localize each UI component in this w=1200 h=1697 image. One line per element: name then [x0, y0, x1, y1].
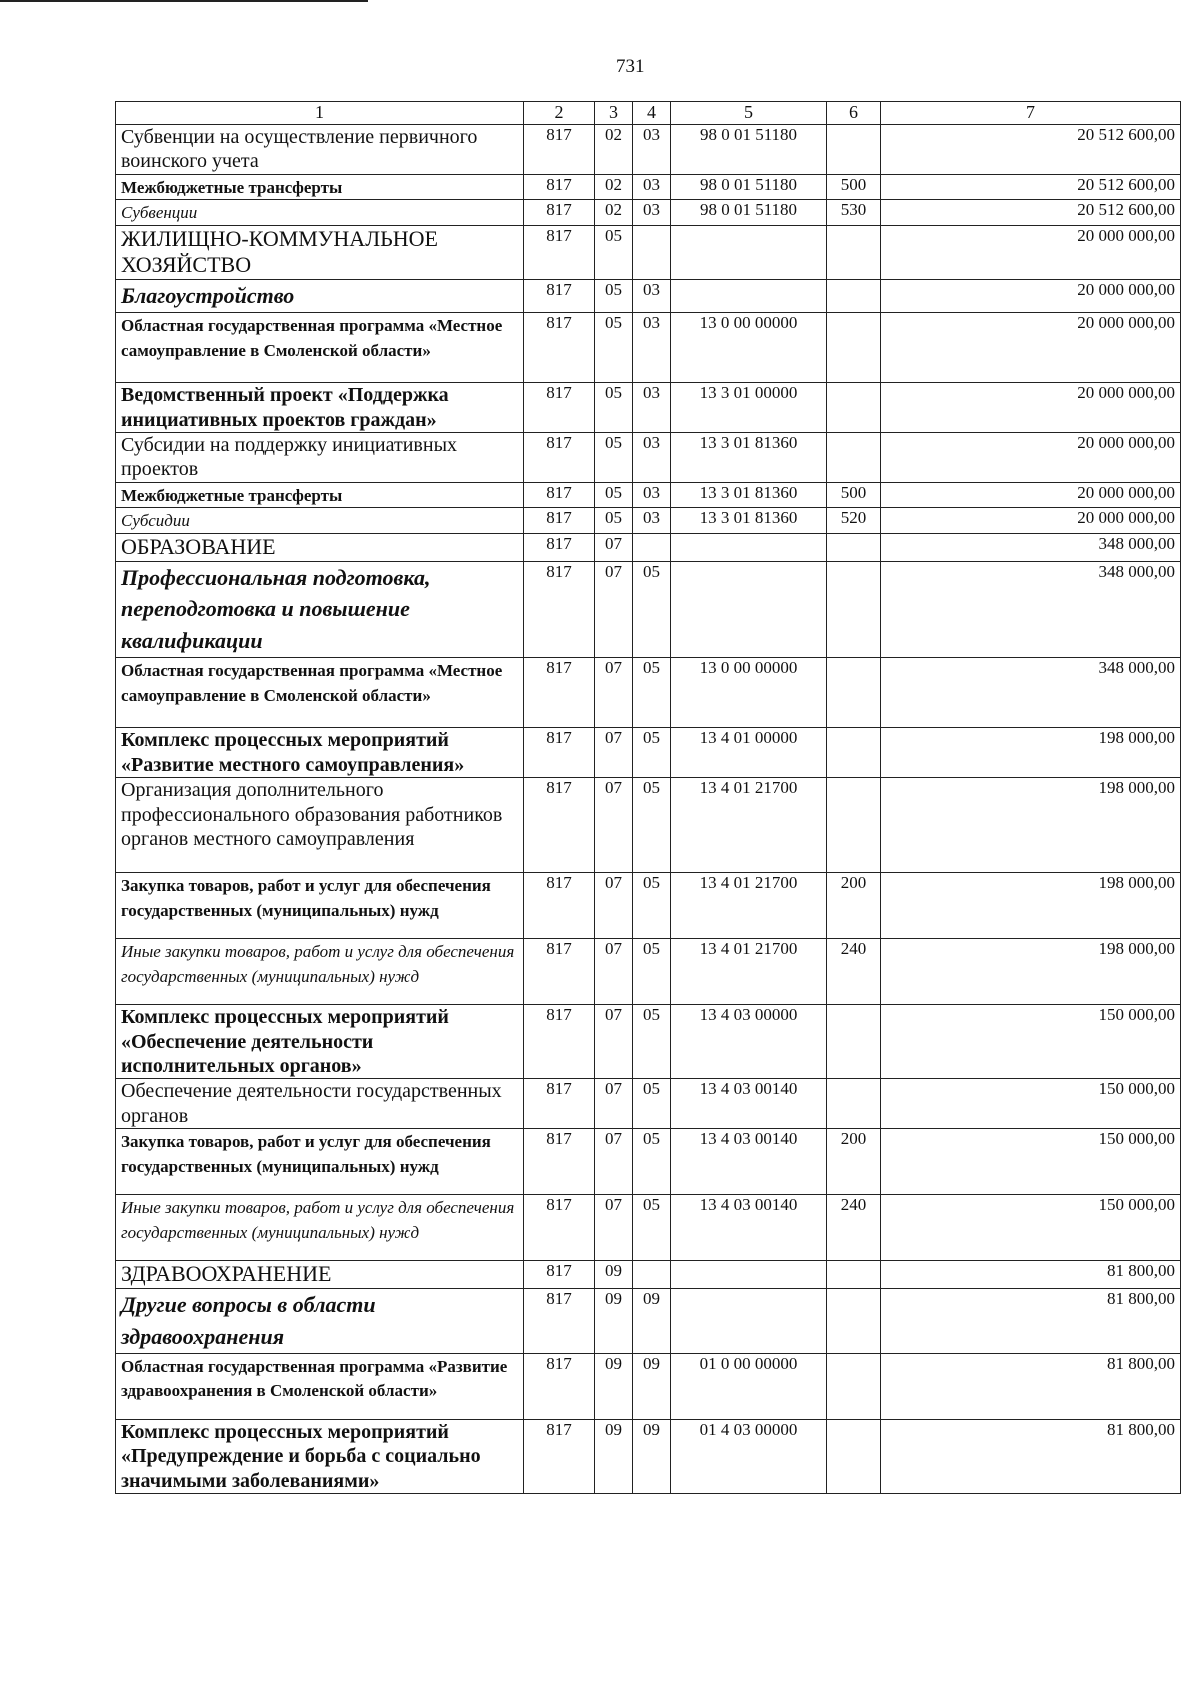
cell-expense-type — [827, 658, 881, 728]
cell-target-article: 13 4 01 21700 — [671, 778, 827, 873]
cell-expense-type — [827, 1288, 881, 1353]
row-name-text: Областная государственная программа «Развитие здравоохранения в Смоленской области» — [121, 1356, 508, 1401]
cell-subsection: 05 — [633, 1079, 671, 1129]
col-header-7: 7 — [881, 102, 1181, 125]
cell-name — [116, 200, 524, 225]
top-border-line — [0, 0, 368, 2]
cell-name — [116, 1195, 524, 1261]
cell-section: 07 — [595, 1079, 633, 1129]
cell-name — [116, 225, 524, 280]
row-name-text: Иные закупки товаров, работ и услуг для обеспечения государственных (муниципальных) нужд — [121, 942, 515, 986]
cell-section: 07 — [595, 939, 633, 1005]
cell-amount: 150 000,00 — [881, 1195, 1181, 1261]
cell-target-article — [671, 533, 827, 561]
cell-name — [116, 658, 524, 728]
cell-name — [116, 728, 524, 778]
cell-target-article: 13 4 01 21700 — [671, 939, 827, 1005]
cell-name — [116, 1079, 524, 1129]
table-row — [116, 778, 1181, 873]
cell-name — [116, 280, 524, 313]
cell-amount: 198 000,00 — [881, 873, 1181, 939]
cell-subsection: 03 — [633, 313, 671, 383]
cell-section: 07 — [595, 533, 633, 561]
cell-name — [116, 939, 524, 1005]
table-row — [116, 313, 1181, 383]
cell-name — [116, 313, 524, 383]
cell-section: 07 — [595, 561, 633, 658]
row-name-text: Организация дополнительного профессионального образования работников органов местного самоуправления — [121, 779, 503, 850]
cell-expense-type: 200 — [827, 1129, 881, 1195]
col-header-5: 5 — [671, 102, 827, 125]
cell-amount: 150 000,00 — [881, 1005, 1181, 1079]
cell-name — [116, 873, 524, 939]
cell-admin-code: 817 — [524, 482, 595, 507]
cell-admin-code: 817 — [524, 1195, 595, 1261]
cell-section: 07 — [595, 658, 633, 728]
cell-admin-code: 817 — [524, 174, 595, 199]
cell-target-article: 13 3 01 00000 — [671, 383, 827, 433]
cell-target-article: 01 0 00 00000 — [671, 1353, 827, 1419]
cell-admin-code: 817 — [524, 200, 595, 225]
cell-expense-type — [827, 1419, 881, 1493]
row-name-text: Комплекс процессных мероприятий «Развитие местного самоуправления» — [121, 729, 465, 776]
cell-admin-code: 817 — [524, 280, 595, 313]
cell-name — [116, 1288, 524, 1353]
table-row — [116, 533, 1181, 561]
cell-subsection: 05 — [633, 778, 671, 873]
cell-name — [116, 1353, 524, 1419]
cell-name — [116, 1419, 524, 1493]
row-name-text: Закупка товаров, работ и услуг для обеспечения государственных (муниципальных) нужд — [121, 876, 491, 920]
cell-target-article: 98 0 01 51180 — [671, 125, 827, 175]
cell-name — [116, 125, 524, 175]
cell-subsection — [633, 225, 671, 280]
cell-expense-type — [827, 313, 881, 383]
cell-subsection — [633, 1261, 671, 1289]
cell-subsection: 09 — [633, 1419, 671, 1493]
row-name-text: Областная государственная программа «Местное самоуправление в Смоленской области» — [121, 661, 503, 705]
table-row — [116, 383, 1181, 433]
cell-admin-code: 817 — [524, 225, 595, 280]
cell-section: 02 — [595, 125, 633, 175]
cell-name — [116, 561, 524, 658]
table-row — [116, 1353, 1181, 1419]
row-name-text: Межбюджетные трансферты — [121, 177, 343, 197]
table-row — [116, 508, 1181, 533]
table-row — [116, 561, 1181, 658]
cell-subsection — [633, 533, 671, 561]
cell-amount: 198 000,00 — [881, 939, 1181, 1005]
cell-admin-code: 817 — [524, 1419, 595, 1493]
cell-amount: 20 000 000,00 — [881, 508, 1181, 533]
cell-expense-type — [827, 533, 881, 561]
table-row — [116, 432, 1181, 482]
cell-expense-type — [827, 561, 881, 658]
col-header-1: 1 — [116, 102, 524, 125]
table-row — [116, 728, 1181, 778]
col-header-2: 2 — [524, 102, 595, 125]
row-name-text: Межбюджетные трансферты — [121, 485, 343, 505]
col-header-6: 6 — [827, 102, 881, 125]
cell-target-article: 98 0 01 51180 — [671, 200, 827, 225]
cell-name — [116, 1129, 524, 1195]
cell-target-article — [671, 225, 827, 280]
cell-target-article: 13 0 00 00000 — [671, 313, 827, 383]
cell-admin-code: 817 — [524, 533, 595, 561]
cell-section: 07 — [595, 1005, 633, 1079]
cell-expense-type — [827, 778, 881, 873]
cell-admin-code: 817 — [524, 1129, 595, 1195]
row-name-text: Обеспечение деятельности государственных органов — [121, 1080, 502, 1127]
cell-section: 05 — [595, 432, 633, 482]
cell-subsection: 03 — [633, 432, 671, 482]
cell-subsection: 05 — [633, 1129, 671, 1195]
cell-target-article: 98 0 01 51180 — [671, 174, 827, 199]
cell-admin-code: 817 — [524, 1079, 595, 1129]
cell-target-article — [671, 561, 827, 658]
cell-name — [116, 778, 524, 873]
cell-expense-type — [827, 432, 881, 482]
cell-subsection: 05 — [633, 561, 671, 658]
cell-section: 07 — [595, 728, 633, 778]
cell-admin-code: 817 — [524, 1353, 595, 1419]
cell-subsection: 05 — [633, 1005, 671, 1079]
cell-target-article: 13 0 00 00000 — [671, 658, 827, 728]
cell-expense-type: 520 — [827, 508, 881, 533]
cell-admin-code: 817 — [524, 508, 595, 533]
cell-section: 05 — [595, 482, 633, 507]
cell-section: 02 — [595, 200, 633, 225]
cell-name — [116, 1261, 524, 1289]
cell-admin-code: 817 — [524, 561, 595, 658]
cell-expense-type — [827, 1261, 881, 1289]
cell-subsection: 03 — [633, 482, 671, 507]
cell-section: 07 — [595, 873, 633, 939]
row-name-text: Субвенции на осуществление первичного воинского учета — [121, 126, 478, 173]
cell-name — [116, 432, 524, 482]
cell-section: 09 — [595, 1261, 633, 1289]
cell-expense-type — [827, 1079, 881, 1129]
cell-target-article: 13 3 01 81360 — [671, 508, 827, 533]
cell-subsection: 09 — [633, 1353, 671, 1419]
cell-admin-code: 817 — [524, 728, 595, 778]
cell-section: 05 — [595, 280, 633, 313]
cell-expense-type — [827, 125, 881, 175]
cell-name — [116, 508, 524, 533]
cell-amount: 81 800,00 — [881, 1353, 1181, 1419]
cell-target-article: 13 4 03 00140 — [671, 1079, 827, 1129]
table-row — [116, 873, 1181, 939]
cell-amount: 81 800,00 — [881, 1288, 1181, 1353]
cell-expense-type: 500 — [827, 174, 881, 199]
cell-expense-type — [827, 383, 881, 433]
cell-expense-type: 240 — [827, 1195, 881, 1261]
cell-subsection: 05 — [633, 1195, 671, 1261]
table-row — [116, 200, 1181, 225]
cell-target-article: 13 4 01 21700 — [671, 873, 827, 939]
cell-target-article — [671, 1288, 827, 1353]
table-row — [116, 225, 1181, 280]
row-name-text: Комплекс процессных мероприятий «Предупреждение и борьба с социально значимыми заболеваниями» — [121, 1420, 481, 1492]
cell-expense-type: 530 — [827, 200, 881, 225]
row-name-text: ЗДРАВООХРАНЕНИЕ — [121, 1261, 332, 1287]
cell-name — [116, 383, 524, 433]
row-name-text: Субвенции — [121, 203, 198, 223]
cell-amount: 81 800,00 — [881, 1261, 1181, 1289]
cell-subsection: 03 — [633, 200, 671, 225]
cell-amount: 20 000 000,00 — [881, 432, 1181, 482]
cell-admin-code: 817 — [524, 778, 595, 873]
cell-section: 05 — [595, 225, 633, 280]
cell-expense-type — [827, 728, 881, 778]
cell-expense-type — [827, 1353, 881, 1419]
cell-subsection: 03 — [633, 383, 671, 433]
budget-table — [115, 101, 1181, 1494]
cell-amount: 150 000,00 — [881, 1129, 1181, 1195]
cell-subsection: 03 — [633, 508, 671, 533]
cell-admin-code: 817 — [524, 1261, 595, 1289]
table-row — [116, 482, 1181, 507]
cell-target-article — [671, 280, 827, 313]
row-name-text: Областная государственная программа «Местное самоуправление в Смоленской области» — [121, 316, 503, 360]
cell-section: 09 — [595, 1419, 633, 1493]
cell-subsection: 05 — [633, 873, 671, 939]
cell-subsection: 03 — [633, 125, 671, 175]
cell-admin-code: 817 — [524, 125, 595, 175]
table-row — [116, 125, 1181, 175]
row-name-text: ЖИЛИЩНО-КОММУНАЛЬНОЕ ХОЗЯЙСТВО — [121, 225, 438, 278]
table-row — [116, 1005, 1181, 1079]
cell-admin-code: 817 — [524, 383, 595, 433]
col-header-3: 3 — [595, 102, 633, 125]
row-name-text: Ведомственный проект «Поддержка инициативных проектов граждан» — [121, 384, 449, 431]
cell-target-article: 13 3 01 81360 — [671, 482, 827, 507]
cell-subsection: 03 — [633, 280, 671, 313]
row-name-text: Субсидии на поддержку инициативных проектов — [121, 433, 458, 481]
cell-amount: 150 000,00 — [881, 1079, 1181, 1129]
cell-admin-code: 817 — [524, 1288, 595, 1353]
table-row — [116, 939, 1181, 1005]
row-name-text: Закупка товаров, работ и услуг для обеспечения государственных (муниципальных) нужд — [121, 1132, 491, 1176]
cell-amount: 20 000 000,00 — [881, 482, 1181, 507]
cell-admin-code: 817 — [524, 939, 595, 1005]
cell-expense-type — [827, 280, 881, 313]
cell-expense-type: 240 — [827, 939, 881, 1005]
cell-section: 09 — [595, 1353, 633, 1419]
page-number: 731 — [616, 56, 645, 77]
table-row — [116, 658, 1181, 728]
cell-section: 07 — [595, 1195, 633, 1261]
row-name-text: ОБРАЗОВАНИЕ — [121, 533, 276, 559]
cell-subsection: 05 — [633, 658, 671, 728]
row-name-text: Благоустройство — [121, 283, 295, 309]
cell-section: 07 — [595, 1129, 633, 1195]
cell-expense-type — [827, 225, 881, 280]
cell-subsection: 09 — [633, 1288, 671, 1353]
table-row — [116, 1419, 1181, 1493]
cell-admin-code: 817 — [524, 1005, 595, 1079]
row-name-text: Другие вопросы в области здравоохранения — [121, 1291, 376, 1349]
row-name-text: Иные закупки товаров, работ и услуг для обеспечения государственных (муниципальных) нужд — [121, 1198, 515, 1242]
cell-amount: 348 000,00 — [881, 658, 1181, 728]
cell-expense-type: 200 — [827, 873, 881, 939]
cell-amount: 20 512 600,00 — [881, 125, 1181, 175]
cell-name — [116, 174, 524, 199]
cell-amount: 20 000 000,00 — [881, 313, 1181, 383]
cell-section: 09 — [595, 1288, 633, 1353]
cell-amount: 348 000,00 — [881, 561, 1181, 658]
row-name-text: Профессиональная подготовка, переподготовка и повышение квалификации — [121, 564, 431, 654]
table-row — [116, 1129, 1181, 1195]
table-row — [116, 1195, 1181, 1261]
cell-name — [116, 1005, 524, 1079]
cell-section: 02 — [595, 174, 633, 199]
cell-target-article: 13 4 03 00000 — [671, 1005, 827, 1079]
cell-expense-type — [827, 1005, 881, 1079]
cell-target-article: 13 4 03 00140 — [671, 1129, 827, 1195]
cell-target-article: 01 4 03 00000 — [671, 1419, 827, 1493]
table-row — [116, 1079, 1181, 1129]
row-name-text: Субсидии — [121, 511, 190, 531]
cell-name — [116, 533, 524, 561]
row-name-text: Комплекс процессных мероприятий «Обеспечение деятельности исполнительных органов» — [121, 1006, 449, 1077]
cell-subsection: 05 — [633, 728, 671, 778]
cell-admin-code: 817 — [524, 313, 595, 383]
cell-subsection: 03 — [633, 174, 671, 199]
cell-section: 05 — [595, 383, 633, 433]
cell-amount: 198 000,00 — [881, 778, 1181, 873]
cell-amount: 348 000,00 — [881, 533, 1181, 561]
cell-admin-code: 817 — [524, 658, 595, 728]
cell-expense-type: 500 — [827, 482, 881, 507]
table-row — [116, 1261, 1181, 1289]
cell-amount: 20 000 000,00 — [881, 225, 1181, 280]
cell-amount: 20 000 000,00 — [881, 383, 1181, 433]
cell-target-article: 13 4 03 00140 — [671, 1195, 827, 1261]
table-row — [116, 174, 1181, 199]
cell-amount: 20 512 600,00 — [881, 200, 1181, 225]
cell-name — [116, 482, 524, 507]
cell-target-article: 13 4 01 00000 — [671, 728, 827, 778]
cell-section: 07 — [595, 778, 633, 873]
cell-target-article: 13 3 01 81360 — [671, 432, 827, 482]
cell-subsection: 05 — [633, 939, 671, 1005]
col-header-4: 4 — [633, 102, 671, 125]
table-row — [116, 1288, 1181, 1353]
cell-amount: 20 000 000,00 — [881, 280, 1181, 313]
cell-admin-code: 817 — [524, 432, 595, 482]
cell-amount: 81 800,00 — [881, 1419, 1181, 1493]
cell-admin-code: 817 — [524, 873, 595, 939]
table-row — [116, 280, 1181, 313]
header-row — [116, 102, 1181, 125]
cell-section: 05 — [595, 508, 633, 533]
cell-amount: 20 512 600,00 — [881, 174, 1181, 199]
cell-amount: 198 000,00 — [881, 728, 1181, 778]
cell-section: 05 — [595, 313, 633, 383]
cell-target-article — [671, 1261, 827, 1289]
